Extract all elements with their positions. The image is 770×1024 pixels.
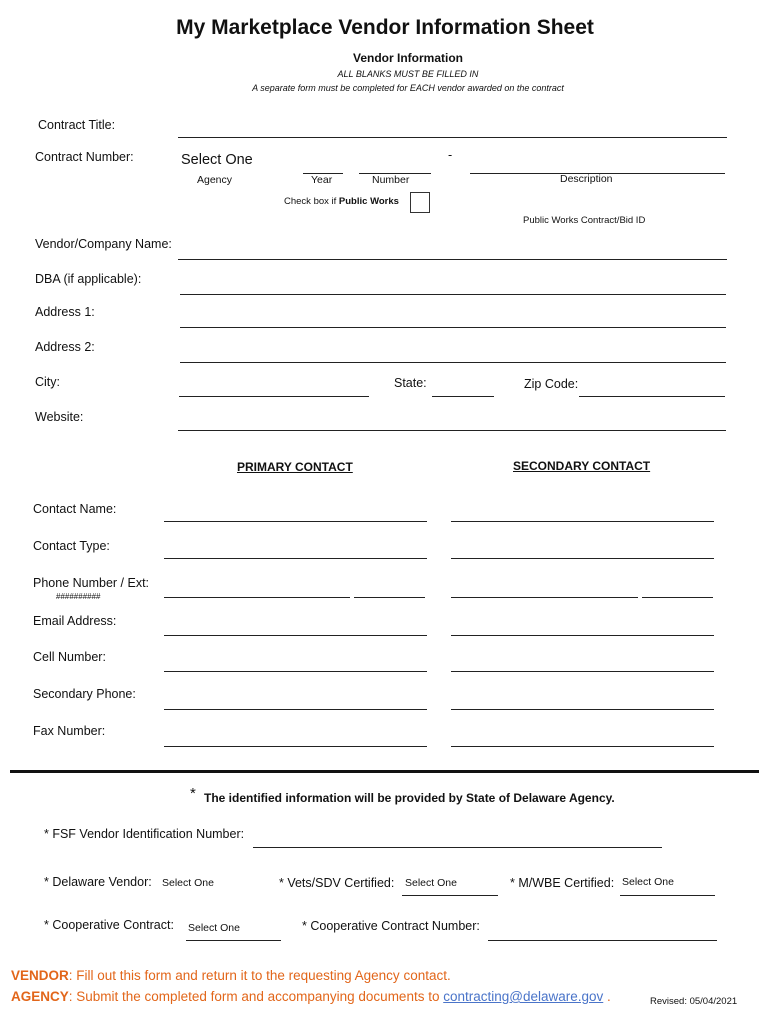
state-field[interactable] (432, 396, 494, 397)
phone-label: Phone Number / Ext: (33, 576, 150, 590)
primary-phone-field[interactable] (164, 597, 350, 598)
contact-type-label: Contact Type: (33, 539, 110, 553)
website-label: Website: (35, 410, 84, 424)
public-works-caption: Public Works Contract/Bid ID (523, 215, 646, 226)
secondary-cell-field[interactable] (451, 671, 714, 672)
primary-email-field[interactable] (164, 635, 427, 636)
contract-number-label: Contract Number: (35, 150, 134, 164)
fax-label: Fax Number: (33, 724, 106, 738)
agency-caption: Agency (197, 174, 233, 186)
mwbe-certified-select[interactable]: Select One (622, 876, 674, 888)
zip-field[interactable] (579, 396, 725, 397)
address2-field[interactable] (180, 362, 726, 363)
dba-label: DBA (if applicable): (35, 272, 142, 286)
fsf-vendor-id-label: * FSF Vendor Identification Number: (44, 827, 245, 841)
agency-instruction-period: . (603, 989, 611, 1004)
vendor-instruction (11, 968, 451, 983)
company-name-label: Vendor/Company Name: (35, 237, 172, 251)
vendor-instruction-text: : Fill out this form and return it to the requesting Agency contact. (68, 968, 451, 983)
checkbox-label-bold: Public Works (338, 196, 399, 207)
contract-number-dash: - (448, 148, 453, 162)
dba-field[interactable] (180, 294, 726, 295)
secondary-phone-label: Secondary Phone: (33, 687, 136, 701)
cooperative-contract-number-label: * Cooperative Contract Number: (302, 919, 480, 933)
city-field[interactable] (179, 396, 369, 397)
number-caption: Number (372, 174, 410, 186)
fsf-vendor-id-field[interactable] (253, 847, 662, 848)
instructions-line-2: A separate form must be completed for EACH vendor awarded on the contract (252, 83, 564, 93)
address2-label: Address 2: (35, 340, 95, 354)
city-label: City: (35, 375, 60, 389)
contracting-email-link[interactable]: contracting@delaware.gov (443, 989, 604, 1004)
state-label: State: (394, 376, 427, 390)
cooperative-contract-label: * Cooperative Contract: (44, 918, 174, 932)
contract-title-field[interactable] (178, 137, 727, 138)
revision-date: Revised: 05/04/2021 (650, 996, 738, 1007)
secondary-secondary-phone-field[interactable] (451, 709, 714, 710)
cell-label: Cell Number: (33, 650, 106, 664)
public-works-checkbox[interactable] (410, 192, 430, 213)
instructions-line-1: ALL BLANKS MUST BE FILLED IN (337, 69, 479, 79)
primary-contact-name-field[interactable] (164, 521, 427, 522)
mwbe-certified-underline (620, 895, 715, 896)
delaware-vendor-select[interactable]: Select One (162, 877, 214, 889)
asterisk-marker: * (190, 785, 196, 802)
primary-cell-field[interactable] (164, 671, 427, 672)
email-label: Email Address: (33, 614, 117, 628)
secondary-phone-field[interactable] (451, 597, 638, 598)
state-info-note: The identified information will be provided by State of Delaware Agency. (204, 791, 615, 805)
agency-word: AGENCY (11, 989, 69, 1004)
page-subtitle: Vendor Information (352, 51, 463, 65)
address1-label: Address 1: (35, 305, 95, 319)
agency-instruction (11, 989, 611, 1004)
secondary-ext-field[interactable] (642, 597, 713, 598)
primary-secondary-phone-field[interactable] (164, 709, 427, 710)
agency-instruction-text: : Submit the completed form and accompanying documents to (68, 989, 444, 1004)
secondary-email-field[interactable] (451, 635, 714, 636)
description-caption: Description (560, 173, 613, 185)
secondary-contact-heading: SECONDARY CONTACT (513, 459, 651, 473)
phone-format-hint: ########## (56, 592, 101, 601)
company-name-field[interactable] (178, 259, 727, 260)
primary-ext-field[interactable] (354, 597, 425, 598)
mwbe-certified-label: * M/WBE Certified: (510, 876, 615, 890)
address1-field[interactable] (180, 327, 726, 328)
vets-certified-label: * Vets/SDV Certified: (279, 876, 395, 890)
year-caption: Year (311, 174, 333, 186)
page-title: My Marketplace Vendor Information Sheet (176, 16, 594, 39)
section-divider (10, 770, 759, 773)
cooperative-contract-number-field[interactable] (488, 940, 717, 941)
primary-contact-type-field[interactable] (164, 558, 427, 559)
agency-select[interactable]: Select One (181, 152, 253, 168)
contact-name-label: Contact Name: (33, 502, 117, 516)
secondary-contact-type-field[interactable] (451, 558, 714, 559)
secondary-contact-name-field[interactable] (451, 521, 714, 522)
public-works-checkbox-label (284, 196, 399, 207)
vets-certified-underline (402, 895, 498, 896)
checkbox-label-prefix: Check box if (284, 196, 339, 207)
zip-label: Zip Code: (524, 377, 579, 391)
primary-contact-heading: PRIMARY CONTACT (237, 460, 353, 474)
primary-fax-field[interactable] (164, 746, 427, 747)
cooperative-contract-underline (186, 940, 281, 941)
delaware-vendor-label: * Delaware Vendor: (44, 875, 152, 889)
cooperative-contract-select[interactable]: Select One (188, 922, 240, 934)
vets-certified-select[interactable]: Select One (405, 877, 457, 889)
contract-title-label: Contract Title: (38, 118, 116, 132)
website-field[interactable] (178, 430, 726, 431)
secondary-fax-field[interactable] (451, 746, 714, 747)
vendor-word: VENDOR (11, 968, 69, 983)
